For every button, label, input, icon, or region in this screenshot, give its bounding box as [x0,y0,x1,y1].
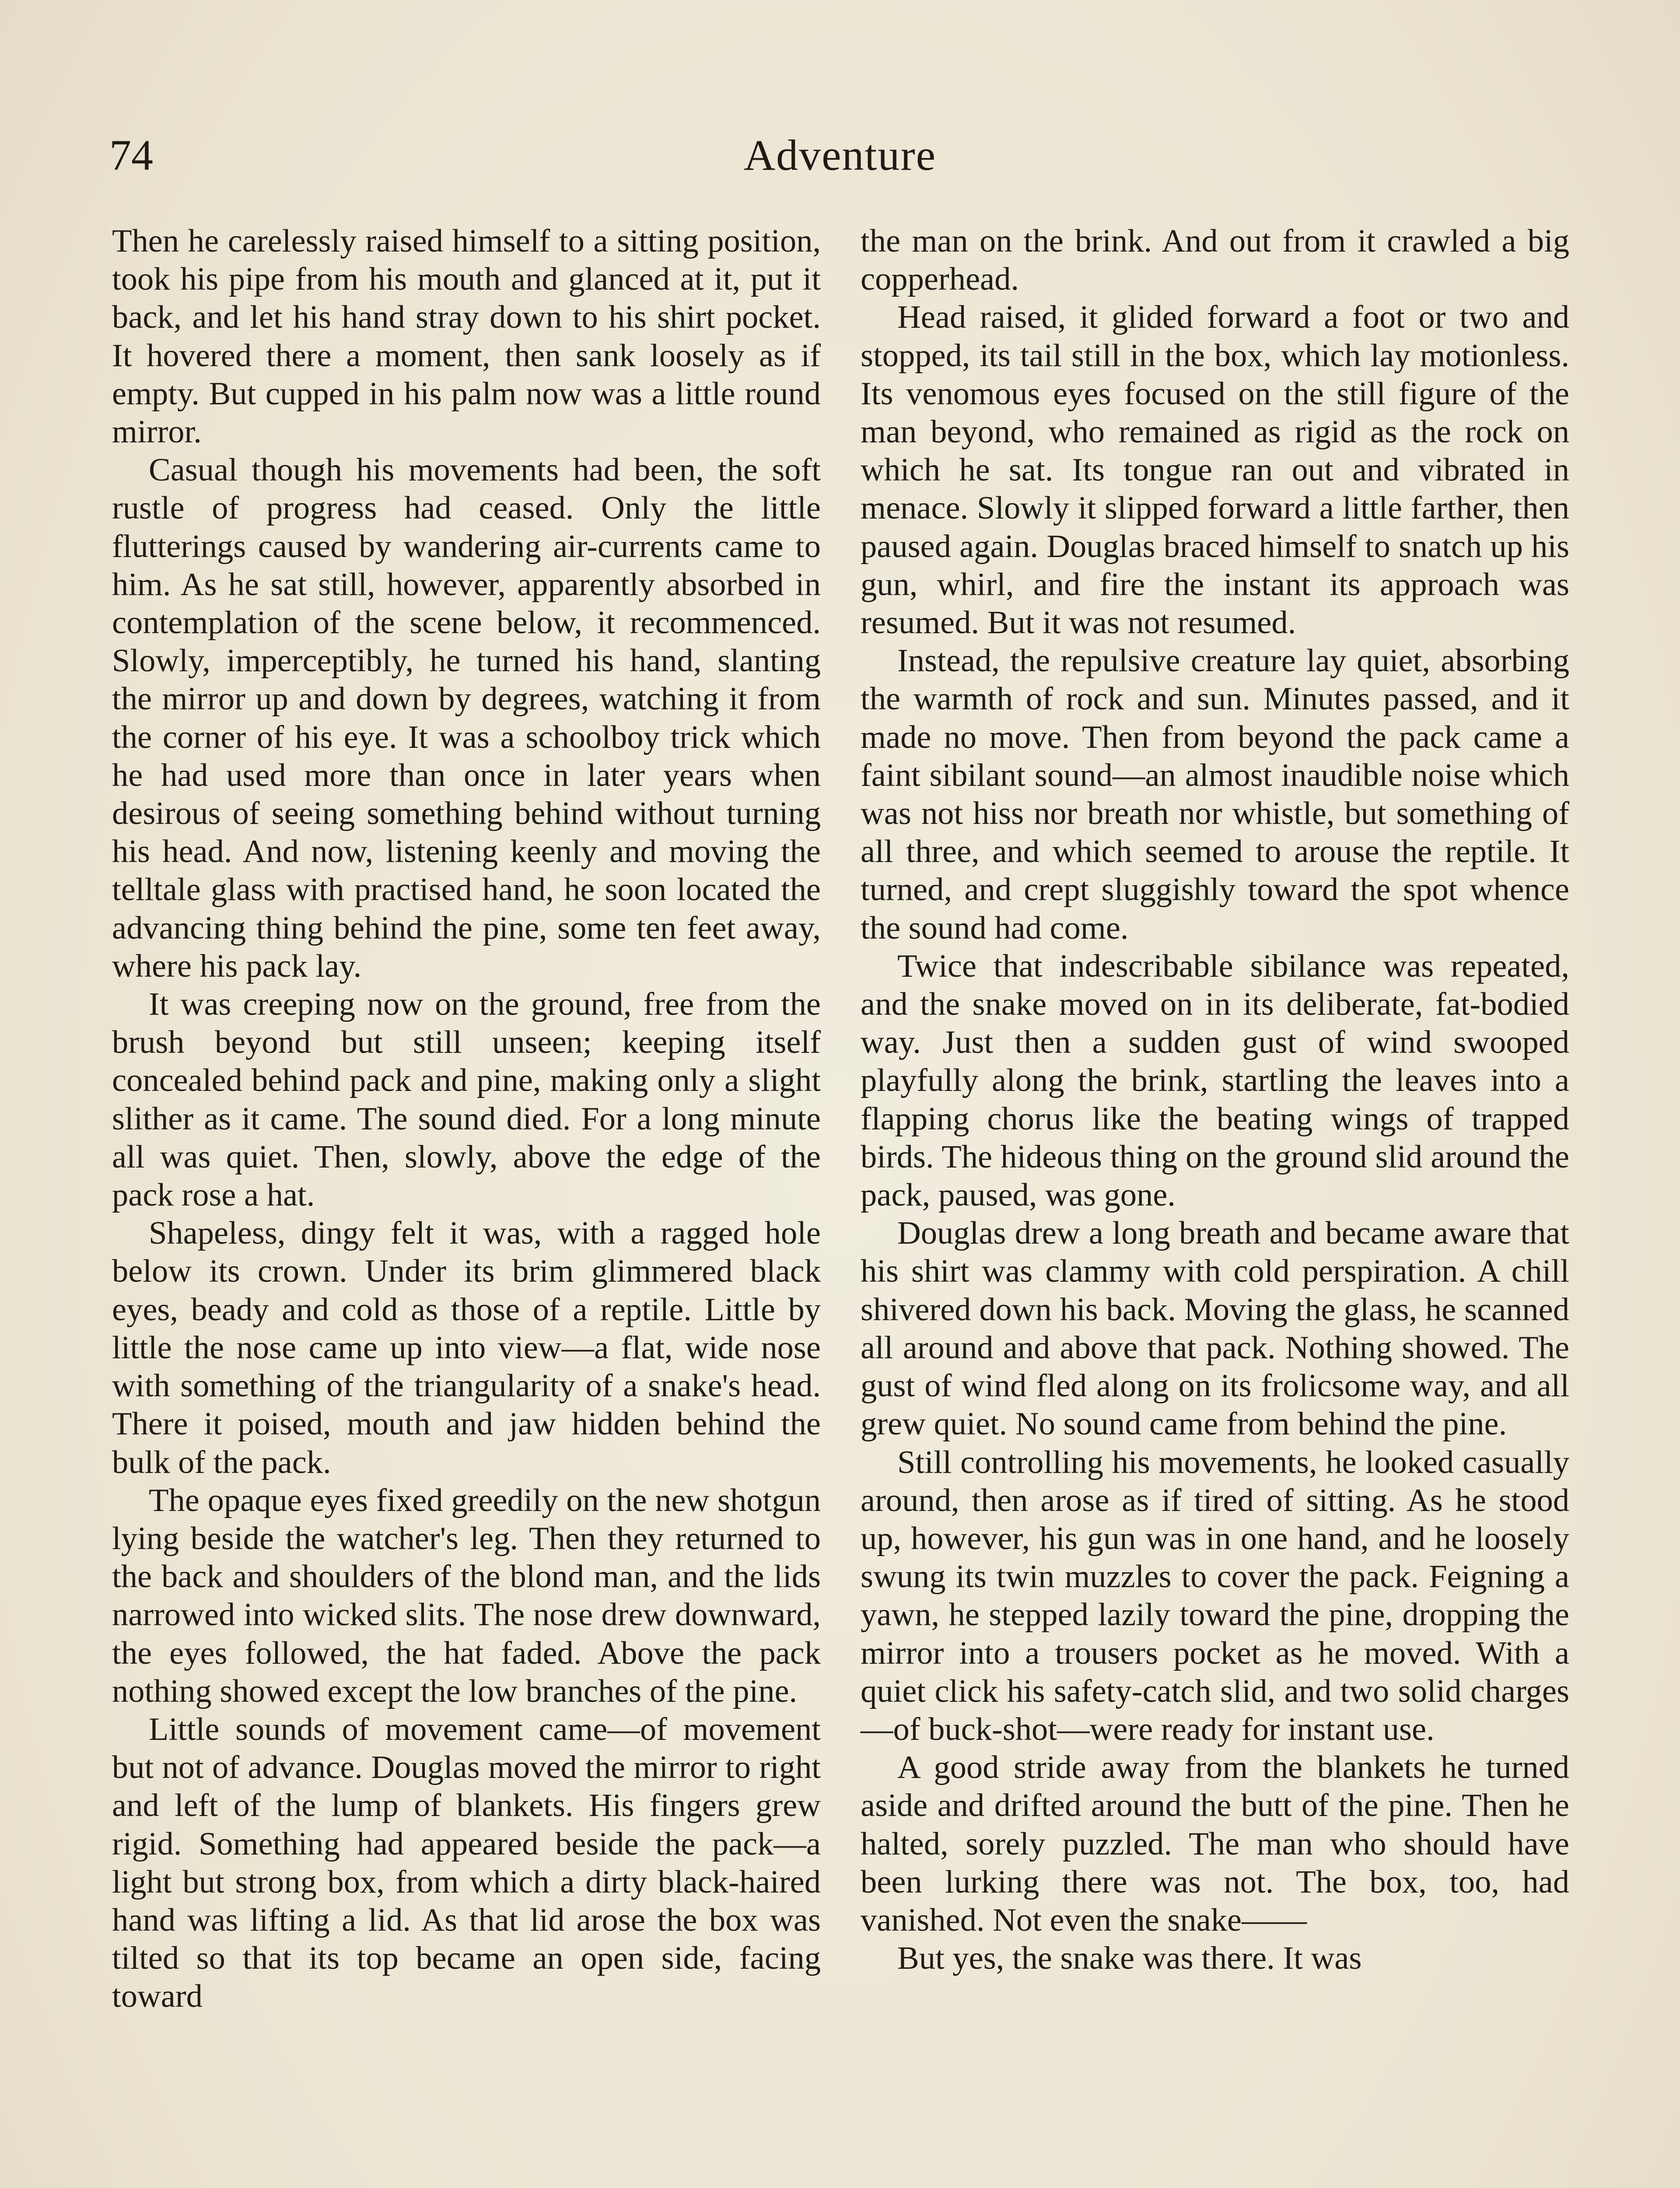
running-title: Adventure [743,131,937,179]
right-column [861,222,1569,1978]
paragraph: Twice that indescribable sibilance was repeated, and the snake moved on in its deliberate, fat-bodied way. Just then a sudden gust of wind swooped playfully along the brink, startling the leaves into a flapping chorus like the beating wings of trapped birds. The hideous thing on the ground slid around the pack, paused, was gone. [861,948,1569,1213]
paragraph: Still controlling his movements, he looked casually around, then arose as if tired of sitting. As he stood up, however, his gun was in one hand, and he loosely swung its twin muzzles to cover the pack. Feigning a yawn, he stepped lazily toward the pine, dropping the mirror into a trousers pocket as he moved. With a quiet click his safety-catch slid, and two solid charges—of buck-shot—were ready for instant use. [861,1444,1569,1747]
paragraph: Shapeless, dingy felt it was, with a ragged hole below its crown. Under its brim glimmered black eyes, beady and cold as those of a reptile. Little by little the nose came up into view—a flat, wide nose with something of the triangularity of a snake's head. There it poised, mouth and jaw hidden behind the bulk of the pack. [112,1215,821,1480]
paragraph: It was creeping now on the ground, free from the brush beyond but still unseen; keeping itself concealed behind pack and pine, making only a slight slither as it came. The sound died. For a long minute all was quiet. Then, slowly, above the edge of the pack rose a hat. [112,986,821,1213]
page-number: 74 [109,131,153,179]
paragraph: Douglas drew a long breath and became aware that his shirt was clammy with cold perspiration. A chill shivered down his back. Moving the glass, he scanned all around and above that pack. Nothing showed. The gust of wind fled along on its frolicsome way, and all grew quiet. No sound came from behind the pine. [861,1215,1569,1442]
paragraph: Head raised, it glided forward a foot or two and stopped, its tail still in the box, which lay motionless. Its venomous eyes focused on the still figure of the man beyond, who remained as rigid as the rock on which he sat. Its tongue ran out and vibrated in menace. Slowly it slipped forward a little farther, then paused again. Douglas braced himself to snatch up his gun, whirl, and fire the instant its approach was resumed. But it was not resumed. [861,299,1569,641]
paragraph: Instead, the repulsive creature lay quiet, absorbing the warmth of rock and sun. Minutes passed, and it made no move. Then from beyond the pack came a faint sibilant sound—an almost inaudible noise which was not hiss nor breath nor whistle, but something of all three, and which seemed to arouse the reptile. It turned, and crept sluggishly toward the spot whence the sound had come. [861,643,1569,946]
paragraph: Then he carelessly raised himself to a sitting position, took his pipe from his mouth and glanced at it, put it back, and let his hand stray down to his shirt pocket. It hovered there a moment, then sank loosely as if empty. But cupped in his palm now was a little round mirror. [112,223,821,450]
paragraph: But yes, the snake was there. It was [897,1940,1362,1977]
page-header [109,125,1571,186]
paragraph: The opaque eyes fixed greedily on the new shotgun lying beside the watcher's leg. Then they returned to the back and shoulders of the blond man, and the lids narrowed into wicked slits. The nose drew downward, the eyes followed, the hat faded. Above the pack nothing showed except the low branches of the pine. [112,1482,821,1709]
paragraph: Little sounds of movement came—of movement but not of advance. Douglas moved the mirror to right and left of the lump of blankets. His fingers grew rigid. Something had appeared beside the pack—a light but strong box, from which a dirty black-haired hand was lifting a lid. As that lid arose the box was tilted so that its top became an open side, facing toward [112,1711,821,2015]
paragraph: A good stride away from the blankets he turned aside and drifted around the butt of the pine. Then he halted, sorely puzzled. The man who should have been lurking there was not. The box, too, had vanished. Not even the snake—— [861,1750,1569,1938]
paragraph: Casual though his movements had been, the soft rustle of progress had ceased. Only the little flutterings caused by wandering air-currents came to him. As he sat still, however, apparently absorbed in contemplation of the scene below, it recommenced. Slowly, imperceptibly, he turned his hand, slanting the mirror up and down by degrees, watching it from the corner of his eye. It was a schoolboy trick which he had used more than once in later years when desirous of seeing something behind without turning his head. And now, listening keenly and moving the telltale glass with practised hand, he soon located the advancing thing behind the pine, some ten feet away, where his pack lay. [112,452,821,984]
left-column [112,222,821,2016]
paragraph: the man on the brink. And out from it crawled a big copperhead. [861,223,1569,298]
